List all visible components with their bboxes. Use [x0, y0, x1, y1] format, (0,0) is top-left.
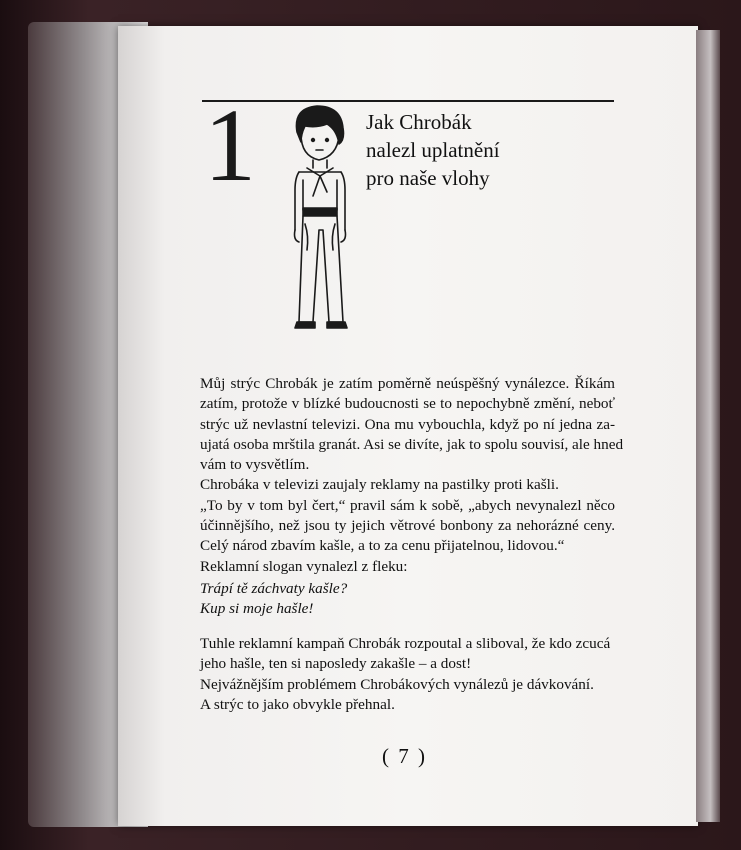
closing-text	[200, 634, 615, 715]
chapter-title-line: nalezl uplatnění	[366, 138, 500, 162]
body-text	[200, 374, 624, 577]
slogan-poem	[200, 579, 615, 620]
body-line: Celý národ zbavím kašle, a to za cenu přijatelnou, lidovou.“	[200, 537, 565, 555]
chapter-title-line: Jak Chrobák	[366, 110, 472, 134]
chapter-title-line: pro naše vlohy	[366, 166, 490, 190]
body-line: zatím, protože v blízké budoucnosti se to nepochybně změní, neboť	[200, 395, 615, 413]
body-line: účinnějšího, než jsou ty jejich větrové bonbony za nehorázné ceny.	[200, 517, 615, 535]
closing-line: Nejvážnějším problémem Chrobákových vynálezů je dávkování.	[200, 675, 594, 693]
chapter-title	[366, 108, 606, 192]
body-line: Chrobáka v televizi zaujaly reklamy na pastilky proti kašli.	[200, 476, 559, 494]
body-line: vám to vysvětlím.	[200, 456, 310, 474]
chapter-number: 1	[204, 88, 256, 203]
closing-line: A strýc to jako obvykle přehnal.	[200, 695, 395, 713]
page-number: ( 7 )	[382, 744, 427, 768]
body-line: ujatá osoba mrštila granát. Asi se divíte, jak to spolu souvisí, ale hned	[200, 435, 624, 453]
chapter-rule	[202, 100, 614, 102]
boy-illustration	[283, 100, 363, 340]
body-line: strýc už nevlastní televizi. Ona mu vybouchla, když po ní jedna za-	[200, 415, 615, 433]
body-line: Reklamní slogan vynalezl z fleku:	[200, 557, 408, 575]
closing-line: jeho hašle, ten si naposledy zakašle – a dost!	[200, 655, 472, 673]
closing-line: Tuhle reklamní kampaň Chrobák rozpoutal a sliboval, že kdo zcucá	[200, 635, 611, 652]
body-line: „To by v tom byl čert,“ pravil sám k sobě, „abych nevynalezl něco	[200, 496, 615, 514]
poem-line: Kup si moje hašle!	[200, 600, 314, 618]
poem-line: Trápí tě záchvaty kašle?	[200, 580, 348, 597]
body-line: Můj strýc Chrobák je zatím poměrně neúspěšný vynálezce. Říkám	[200, 375, 615, 392]
right-page-edge	[696, 30, 720, 822]
